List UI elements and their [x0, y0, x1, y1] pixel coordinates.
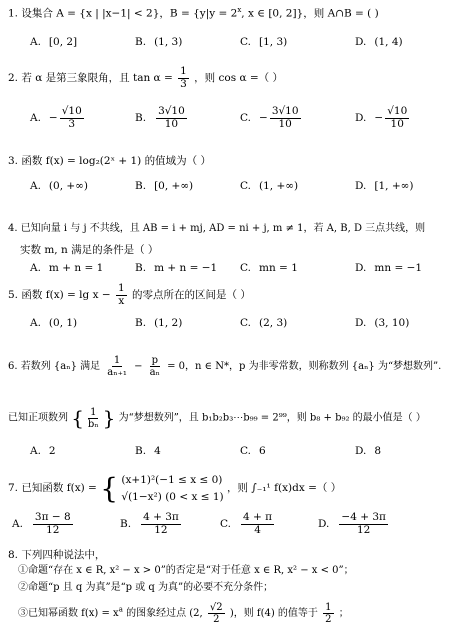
question-3-options — [0, 180, 457, 216]
question-8-item-1: ①命题“存在 x ∈ R, x² − x > 0”的否定是“对于任意 x ∈ R, x² − x < 0”； — [18, 565, 354, 576]
question-1-stem — [8, 6, 451, 21]
question-6-stem-line2: 已知正项数列 { $\frac{1}{\text{bₙ}}$ } 为“梦想数列”，且 b₁b₂b₃⋯b₉₉ = 2⁹⁹，则 b₈ + b₉₂ 的最小值是（ ） — [8, 406, 426, 430]
question-4-options — [0, 262, 457, 278]
question-6-options — [0, 445, 457, 461]
option-b[interactable]: B. 4 — [135, 445, 161, 457]
option-b[interactable]: B. m + n = −1 — [135, 262, 218, 274]
question-5-options — [0, 317, 457, 337]
option-b[interactable]: B. (1, 2) — [135, 317, 183, 329]
question-6-stem: 6. 若数列 {aₙ} 满足 $\frac{1}{\text{aₙ₊₁}}$ − $\frac{p}{\text{aₙ}}$ = 0，n ∈ N*，p 为非零常数，则称数列 {aₙ} 为“梦想数列”. — [8, 355, 442, 378]
option-c[interactable]: C. [1, 3) — [240, 36, 288, 48]
question-8-item-2: ②命题“p 且 q 为真”是“p 或 q 为真”的必要不充分条件； — [18, 582, 274, 593]
option-a[interactable]: A. [0, 2] — [30, 36, 78, 48]
option-c[interactable]: C. (2, 3) — [240, 317, 288, 329]
question-8-stem: 8. 下列四种说法中， — [8, 549, 106, 561]
option-d[interactable]: D. − $\frac{√10}{10}$ — [355, 105, 408, 130]
option-b[interactable]: B. $\frac{4 + 3\pi}{12}$ — [120, 511, 179, 536]
exponent: x — [237, 6, 242, 14]
option-d[interactable]: D. $\frac{-4 + 3\pi}{12}$ — [318, 511, 386, 536]
option-a[interactable]: A. − $\frac{√10}{3}$ — [30, 105, 82, 130]
option-d[interactable]: D. [1, +∞) — [355, 180, 414, 192]
stem-text: , x ∈ [0, 2]}，则 A∩B = ( ) — [241, 7, 379, 20]
stem-text: 设集合 — [21, 7, 53, 20]
option-c[interactable]: C. mn = 1 — [240, 262, 298, 274]
option-a[interactable]: A. (0, 1) — [30, 317, 78, 329]
question-8-item-3: ③已知幂函数 $f(x) = x^a$ 的图象经过点 (2, $\frac{√2}{2}$ )，则 f(4) 的值等于 $\frac{1}{2}$ ； — [18, 602, 349, 625]
option-b[interactable]: B. (1, 3) — [135, 36, 183, 48]
question-2-options — [0, 106, 457, 142]
option-c[interactable]: C. (1, +∞) — [240, 180, 299, 192]
option-b[interactable]: B. [0, +∞) — [135, 180, 194, 192]
fraction: $\frac{1}{3}$ — [180, 65, 187, 90]
question-4-stem-line1: 4. 已知向量 i 与 j 不共线，且 AB = i + mj, AD = ni + j, m ≠ 1，若 A, B, D 三点共线，则 — [8, 223, 426, 234]
option-a[interactable]: A. $\frac{3\pi - 8}{12}$ — [12, 511, 71, 536]
option-b[interactable]: B. $\frac{3√10}{10}$ — [135, 105, 185, 130]
option-d[interactable]: D. 8 — [355, 445, 382, 457]
question-number: 1. — [8, 7, 19, 20]
option-d[interactable]: D. (1, 4) — [355, 36, 403, 48]
option-d[interactable]: D. mn = −1 — [355, 262, 423, 274]
option-c[interactable]: C. $\frac{4 + \pi}{4}$ — [220, 511, 273, 536]
option-c[interactable]: C. − $\frac{3√10}{10}$ — [240, 105, 299, 130]
question-7-options — [0, 512, 457, 548]
question-3-stem: 3. 函数 f(x) = log₂(2ˣ + 1) 的值域为（ ） — [8, 155, 211, 167]
option-d[interactable]: D. (3, 10) — [355, 317, 410, 329]
option-c[interactable]: C. 6 — [240, 445, 266, 457]
question-5-stem: 5. 函数 f(x) = lg x − $\frac{1}{x}$ 的零点所在的区间是（ ） — [8, 282, 251, 307]
option-a[interactable]: A. 2 — [30, 445, 56, 457]
option-a[interactable]: A. (0, +∞) — [30, 180, 89, 192]
stem-text: A = {x | |x−1| < 2}，B = {y|y = 2 — [56, 7, 238, 20]
question-4-stem-line2: 实数 m, n 满足的条件是（ ） — [20, 244, 159, 256]
question-7-stem: 7. 已知函数 f(x) = { (x+1)²(−1 ≤ x ≤ 0) √(1−x²) (0 < x ≤ 1) ，则 ∫₋₁¹ f(x)dx =（ ） — [8, 471, 342, 505]
option-a[interactable]: A. m + n = 1 — [30, 262, 104, 274]
question-2-stem: 2. 若 α 是第三象限角，且 tan α = $\frac{1}{3}$ ，则 cos α =（ ） — [8, 65, 284, 90]
